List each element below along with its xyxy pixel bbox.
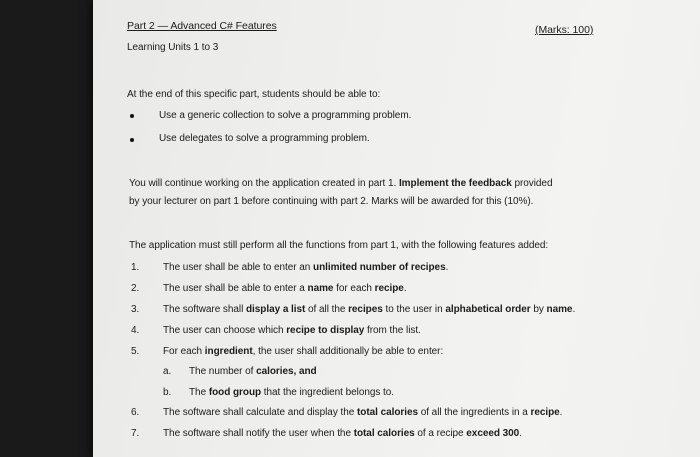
- list-item: The software shall display a list of all the recipes to the user in alphabetical order by name.: [163, 304, 576, 315]
- list-item: The software shall calculate and display the total calories of all the ingredients in a recipe.: [163, 407, 563, 418]
- list-number: 3.: [131, 304, 140, 315]
- marks-label: (Marks: 100): [535, 24, 594, 36]
- list-number: 5.: [131, 346, 140, 357]
- outcome-item: Use a generic collection to solve a programming problem.: [159, 110, 412, 121]
- list-number: 7.: [131, 428, 140, 439]
- list-item: The user shall be able to enter an unlimited number of recipes.: [163, 262, 449, 273]
- features-intro: The application must still perform all the functions from part 1, with the following features added:: [129, 240, 549, 251]
- outcomes-intro: At the end of this specific part, students should be able to:: [127, 89, 381, 100]
- bullet-icon: [130, 114, 134, 118]
- learning-units: Learning Units 1 to 3: [127, 42, 219, 53]
- list-item: The user can choose which recipe to display from the list.: [163, 325, 421, 336]
- part-title: Part 2 — Advanced C# Features: [127, 20, 277, 32]
- bullet-icon: [130, 138, 134, 142]
- continue-line-2: by your lecturer on part 1 before continuing with part 2. Marks will be awarded for this (10%).: [129, 196, 534, 207]
- sublist-item: The food group that the ingredient belongs to.: [189, 387, 395, 398]
- list-number: 1.: [131, 262, 140, 273]
- sublist-item: The number of calories, and: [189, 366, 317, 377]
- list-number: 6.: [131, 407, 140, 418]
- sublist-letter: a.: [163, 366, 172, 377]
- list-number: 2.: [131, 283, 140, 294]
- document-page: [93, 0, 700, 457]
- list-number: 4.: [131, 325, 140, 336]
- list-item: For each ingredient, the user shall additionally be able to enter:: [163, 346, 444, 357]
- outcome-item: Use delegates to solve a programming problem.: [159, 133, 370, 144]
- continue-line-1: You will continue working on the application created in part 1. Implement the feedback provided: [129, 178, 553, 189]
- list-item: The software shall notify the user when the total calories of a recipe exceed 300.: [163, 428, 522, 439]
- sublist-letter: b.: [163, 387, 172, 398]
- list-item: The user shall be able to enter a name for each recipe.: [163, 283, 407, 294]
